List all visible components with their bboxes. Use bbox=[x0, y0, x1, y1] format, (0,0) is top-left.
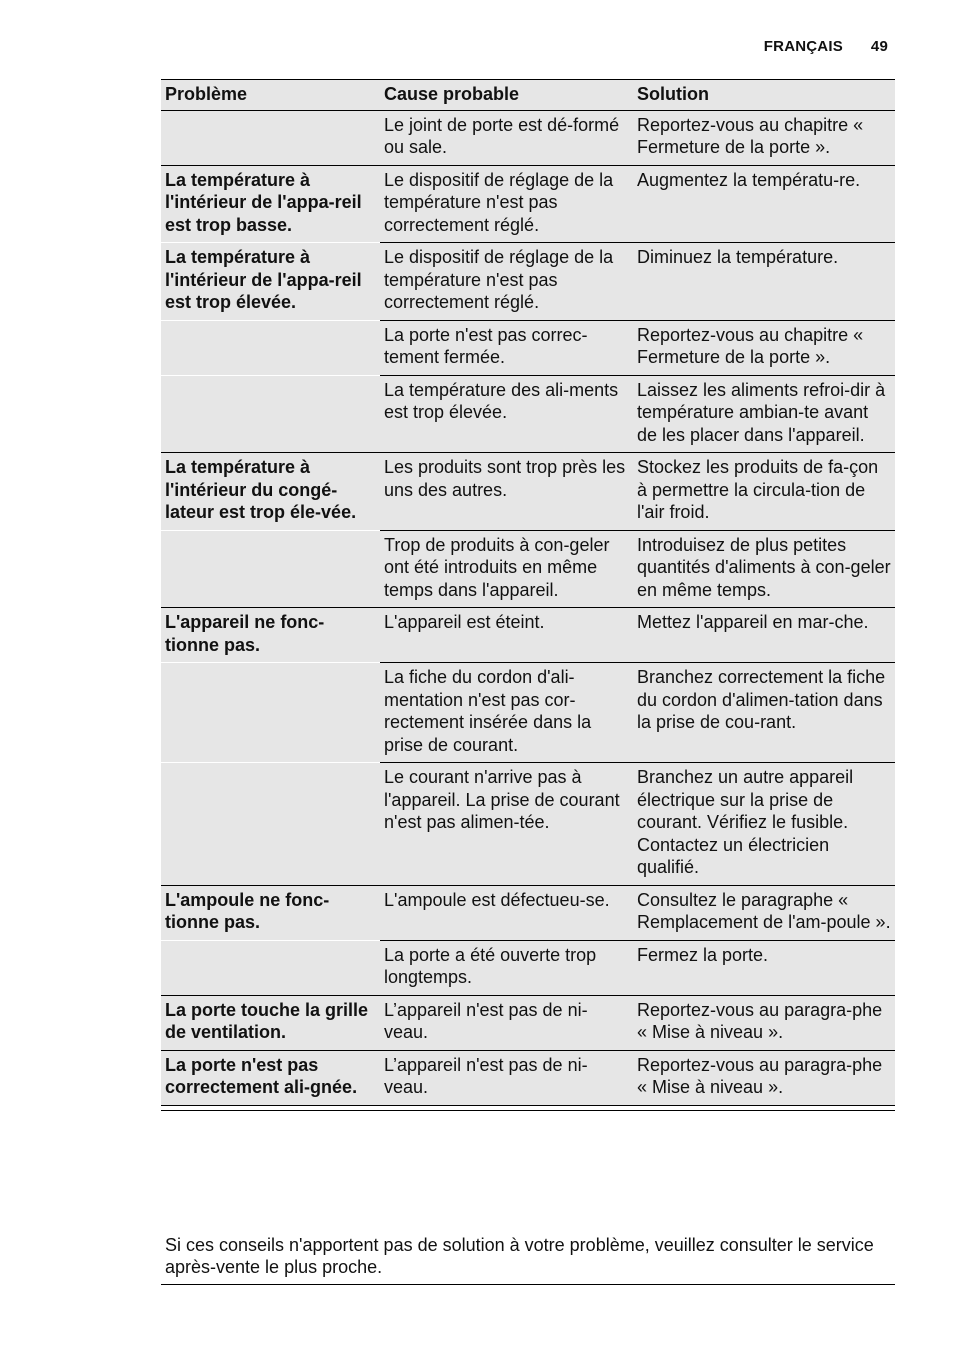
table-row bbox=[161, 375, 895, 453]
problem-cell bbox=[161, 763, 380, 886]
solution-cell: Reportez-vous au chapitre « Fermeture de la porte ». bbox=[633, 320, 895, 375]
problem-cell bbox=[161, 375, 380, 453]
problem-cell bbox=[161, 663, 380, 763]
column-header-problem: Problème bbox=[161, 80, 380, 111]
cause-cell: L’appareil n'est pas de ni-veau. bbox=[380, 1050, 633, 1105]
problem-cell: L'ampoule ne fonc-tionne pas. bbox=[161, 885, 380, 940]
cause-cell: Le dispositif de réglage de la température n'est pas correctement réglé. bbox=[380, 243, 633, 321]
solution-cell: Fermez la porte. bbox=[633, 940, 895, 995]
table-header bbox=[161, 80, 895, 111]
table-row bbox=[161, 885, 895, 940]
cause-cell: La porte n'est pas correc-tement fermée. bbox=[380, 320, 633, 375]
footer-note: Si ces conseils n'apportent pas de solution à votre problème, veuillez consulter le service après-vente le plus proche. bbox=[161, 1233, 895, 1285]
table-row bbox=[161, 663, 895, 763]
solution-cell: Stockez les produits de fa-çon à permettre la circula-tion de l'air froid. bbox=[633, 453, 895, 531]
table-row bbox=[161, 608, 895, 663]
table-spacer-row bbox=[161, 1105, 895, 1110]
spacer-cell bbox=[380, 1105, 633, 1110]
cause-cell: Le dispositif de réglage de la température n'est pas correctement réglé. bbox=[380, 165, 633, 243]
section-label: FRANÇAIS bbox=[763, 38, 843, 55]
cause-cell: L’appareil n'est pas de ni-veau. bbox=[380, 995, 633, 1050]
solution-cell: Laissez les aliments refroi-dir à température ambian-te avant de les placer dans l'appareil. bbox=[633, 375, 895, 453]
table-row bbox=[161, 320, 895, 375]
running-header bbox=[764, 38, 888, 55]
troubleshooting-table bbox=[161, 79, 895, 1111]
table-row bbox=[161, 453, 895, 531]
solution-cell: Branchez un autre appareil électrique sur la prise de courant. Vérifiez le fusible. Contactez un électricien qualifié. bbox=[633, 763, 895, 886]
column-header-cause: Cause probable bbox=[380, 80, 633, 111]
solution-cell: Introduisez de plus petites quantités d'aliments à con-geler en même temps. bbox=[633, 530, 895, 608]
cause-cell: Le joint de porte est dé-formé ou sale. bbox=[380, 110, 633, 165]
problem-cell: La porte n'est pas correctement ali-gnée. bbox=[161, 1050, 380, 1105]
cause-cell: La température des ali-ments est trop élevée. bbox=[380, 375, 633, 453]
solution-cell: Branchez correctement la fiche du cordon d'alimen-tation dans la prise de cou-rant. bbox=[633, 663, 895, 763]
table-row bbox=[161, 995, 895, 1050]
cause-cell: L'appareil est éteint. bbox=[380, 608, 633, 663]
solution-cell: Reportez-vous au paragra-phe « Mise à niveau ». bbox=[633, 1050, 895, 1105]
cause-cell: La fiche du cordon d'ali-mentation n'est pas cor-rectement insérée dans la prise de courant. bbox=[380, 663, 633, 763]
problem-cell bbox=[161, 320, 380, 375]
problem-cell bbox=[161, 530, 380, 608]
solution-cell: Diminuez la température. bbox=[633, 243, 895, 321]
problem-cell: La température à l'intérieur de l'appa-reil est trop basse. bbox=[161, 165, 380, 243]
solution-cell: Mettez l'appareil en mar-che. bbox=[633, 608, 895, 663]
problem-cell: La température à l'intérieur du congé-lateur est trop éle-vée. bbox=[161, 453, 380, 531]
solution-cell: Consultez le paragraphe « Remplacement de l'am-poule ». bbox=[633, 885, 895, 940]
table-body bbox=[161, 110, 895, 1110]
table-row bbox=[161, 763, 895, 886]
problem-cell bbox=[161, 110, 380, 165]
table-row bbox=[161, 940, 895, 995]
table-row bbox=[161, 165, 895, 243]
column-header-solution: Solution bbox=[633, 80, 895, 111]
cause-cell: L'ampoule est défectueu-se. bbox=[380, 885, 633, 940]
cause-cell: Trop de produits à con-geler ont été introduits en même temps dans l'appareil. bbox=[380, 530, 633, 608]
problem-cell bbox=[161, 940, 380, 995]
cause-cell: Le courant n'arrive pas à l'appareil. La prise de courant n'est pas alimen-tée. bbox=[380, 763, 633, 886]
spacer-cell bbox=[161, 1105, 380, 1110]
cause-cell: Les produits sont trop près les uns des autres. bbox=[380, 453, 633, 531]
table-row bbox=[161, 110, 895, 165]
solution-cell: Reportez-vous au paragra-phe « Mise à niveau ». bbox=[633, 995, 895, 1050]
table-row bbox=[161, 530, 895, 608]
table-row bbox=[161, 1050, 895, 1105]
table-row bbox=[161, 243, 895, 321]
page-number: 49 bbox=[870, 38, 888, 55]
problem-cell: L'appareil ne fonc-tionne pas. bbox=[161, 608, 380, 663]
solution-cell: Reportez-vous au chapitre « Fermeture de la porte ». bbox=[633, 110, 895, 165]
problem-cell: La porte touche la grille de ventilation. bbox=[161, 995, 380, 1050]
problem-cell: La température à l'intérieur de l'appa-reil est trop élevée. bbox=[161, 243, 380, 321]
cause-cell: La porte a été ouverte trop longtemps. bbox=[380, 940, 633, 995]
solution-cell: Augmentez la températu-re. bbox=[633, 165, 895, 243]
spacer-cell bbox=[633, 1105, 895, 1110]
